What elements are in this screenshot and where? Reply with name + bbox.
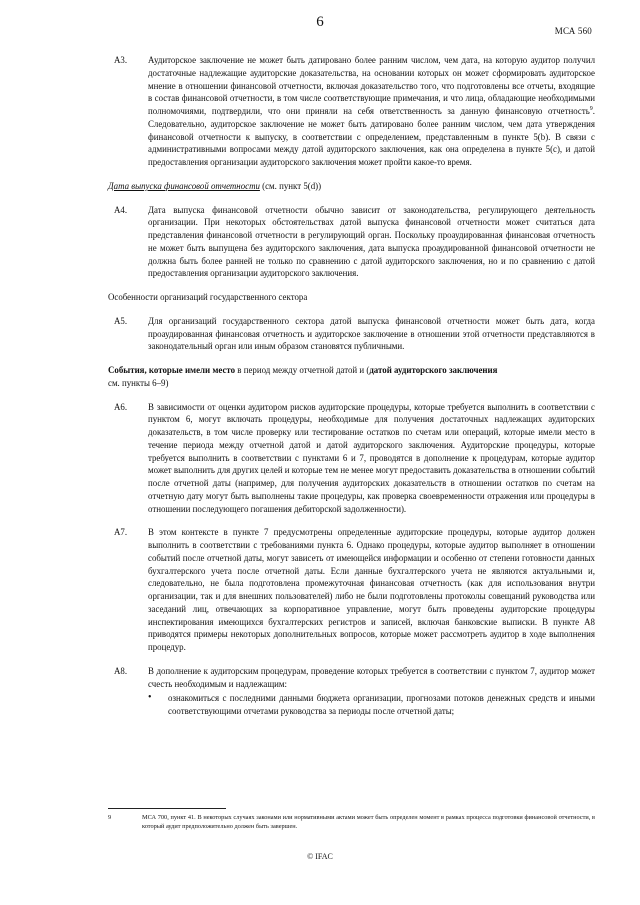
heading-part: в период между отчетной датой и ( (235, 365, 370, 375)
heading-part: датой аудиторского заключения (369, 365, 498, 375)
paragraph-text-part: . Следовательно, аудиторское заключение не может быть датировано более ранним числом, чем дата утверждения финансовой отчетности к выпуску, в соответствии с определением, представленным в пункте 5(b). В связи с административными вопросами между датой аудиторского заключения, как она определена в пункте 5(c), и датой предоставления организации аудиторского заключения может пройти какое-то время. (148, 106, 595, 167)
paragraph-text: В зависимости от оценки аудитором рисков аудиторские процедуры, которые требуется выполнить в соответствии с пунктом 6, могут включать процедуры, необходимые для получения достаточных надлежащих аудиторских доказательств, в том числе проверку или тестирование остатков по счетам или операций, которые имели место в течение периода между отчетной датой и датой аудиторского заключения. Аудиторские процедуры, которые требуется выполнить в соответствии с пунктами 6 и 7, проводятся в дополнение к процедурам, которые аудитор может выполнить для других целей и которые тем не менее могут предоставить доказательства в отношении событий после отчетной даты (например, для получения аудиторских доказательств в отношении остатков по счетам на отчетную дату могут быть выполнены такие процедуры, как проверка своевременности отражения или процедуры в отношении последующего погашения дебиторской задолженности). (148, 401, 595, 514)
paragraph-label: A4. (114, 204, 128, 215)
paragraph-a7 (108, 526, 595, 654)
list-item (148, 692, 595, 718)
page-content (108, 54, 595, 718)
section-heading-subsequent-events (108, 364, 595, 390)
paragraph-text: В этом контексте в пункте 7 предусмотрены определенные аудиторские процедуры, которые аудитор должен выполнить в соответствии с требованиями пункта 6. Однако процедуры, которые аудитор выполняет в отношении событий после отчетной даты, могут зависеть от имеющейся информации и особенно от степени готовности данных бухгалтерского учета после отчетной даты. Если данные бухгалтерского учета не являются актуальными и, следовательно, не была подготовлена промежуточная финансовая отчетность (как для использования внутри организации, так и для внешних пользователей) либо не были подготовлены протоколы совещаний руководства или заседаний лиц, отвечающих за корпоративное управление, могут быть проведены аудиторские процедуры инспектирования имеющихся бухгалтерских регистров и записей, включая банковские выписки. В пункте A8 приводятся примеры некоторых дополнительных вопросов, которые может рассмотреть аудитор в ходе выполнения процедур. (148, 527, 595, 652)
paragraph-a3 (108, 54, 595, 169)
footnote-reference: 9 (589, 106, 593, 113)
paragraph-text: Для организаций государственного сектора датой выпуска финансовой отчетности может быть дата, когда проаудированная финансовая отчетность и аудиторское заключение в отношении этой отчетности представляются в законодательный орган или иным образом становятся публичными. (148, 315, 595, 352)
paragraph-label: A6. (114, 401, 128, 412)
section-heading-reference: (см. пункт 5(d)) (259, 180, 322, 191)
footer-copyright: © IFAC (307, 852, 333, 861)
list-item-text: ознакомиться с последними данными бюджета организации, прогнозами потоков денежных средств и иными соответствующими отчетами руководства за периоды после отчетной даты; (168, 693, 595, 716)
paragraph-label: A7. (114, 527, 128, 538)
paragraph-label: A8. (114, 665, 128, 676)
paragraph-a4 (108, 204, 595, 281)
section-heading-title: Дата выпуска финансовой отчетности (108, 180, 260, 191)
page-number: 6 (316, 14, 324, 30)
footnote-number: 9 (108, 814, 112, 821)
document-code: МСА 560 (554, 26, 592, 36)
paragraph-label: A3. (114, 55, 128, 65)
paragraph-a8 (108, 665, 595, 691)
paragraph-text-part: Аудиторское заключение не может быть датировано более ранним числом, чем дата, на которую аудитор получил достаточные надлежащие аудиторские доказательства, на основании которых он может сформировать аудиторское мнение в отношении финансовой отчетности, включая доказательство того, что подготовлены все отчеты, входящие в состав финансовой отчетности, в том числе соответствующие примечания, и что лица, обладающие необходимыми полномочиями, подтвердили, что они приняли на себя ответственность за данную финансовую отчетность (148, 55, 595, 116)
paragraph-text: В дополнение к аудиторским процедурам, проведение которых требуется в соответствии с пунктом 7, аудитор может счесть необходимым и надлежащим: (148, 665, 595, 689)
section-heading-public-sector: Особенности организаций государственного сектора (108, 292, 308, 302)
footnote-divider (108, 808, 226, 809)
footnote (108, 813, 595, 831)
section-heading-release-date (108, 180, 595, 193)
bullet-icon: • (148, 692, 152, 704)
heading-part: События, которые имели место (108, 365, 236, 375)
paragraph-label: A5. (114, 315, 128, 326)
footnote-text: МСА 700, пункт 41. В некоторых случаях законами или нормативными актами может быть определен момент в рамках процесса подготовки финансовой отчетности, в который аудит предположительно должен быть завершен. (142, 814, 595, 830)
paragraph-text (148, 54, 595, 169)
paragraph-a6 (108, 401, 595, 516)
paragraph-a5 (108, 315, 595, 353)
heading-part: см. пункты 6–9) (108, 377, 169, 388)
paragraph-text: Дата выпуска финансовой отчетности обычно зависит от законодательства, регулирующего деятельность организации. При некоторых обстоятельствах датой выпуска финансовой отчетности может считаться дата представления финансовой отчетности в регулирующий орган. Поскольку проаудированная финансовая отчетность не может быть выпущена без аудиторского заключения, дата выпуска проаудированной финансовой отчетности не должна быть более ранней не только по сравнению с датой аудиторского заключения, но и по сравнению с датой предоставления организации аудиторского заключения. (148, 204, 595, 279)
